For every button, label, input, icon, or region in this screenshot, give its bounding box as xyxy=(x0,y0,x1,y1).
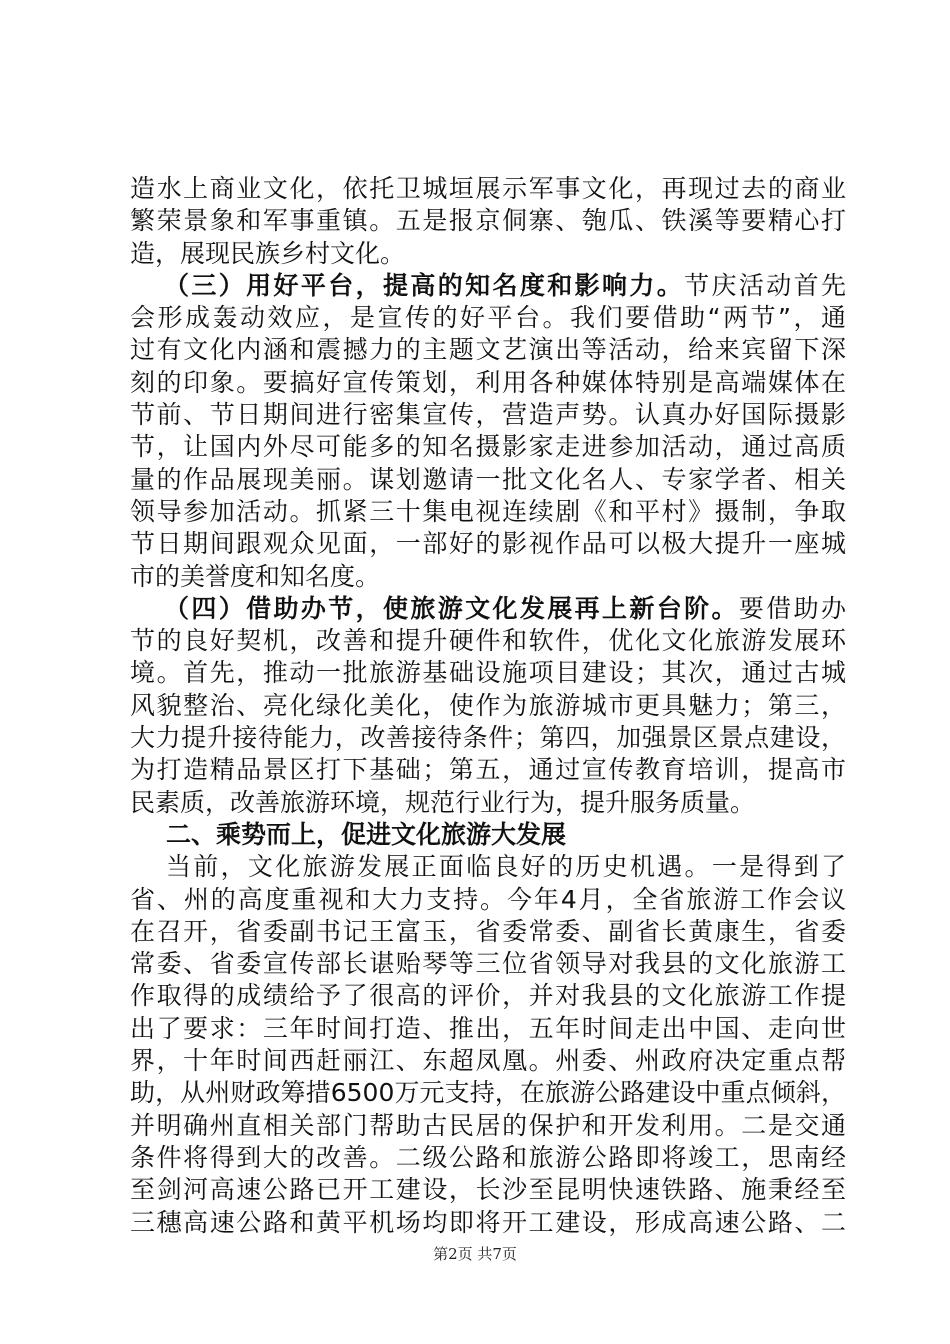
text-line xyxy=(130,625,846,657)
document-body xyxy=(130,173,846,1239)
body-text: 三穗高速公路和黄平机场均即将开工建设，形成高速公路、二 xyxy=(130,1207,846,1237)
section-heading: （四）借助办节，使旅游文化发展再上新台阶。 xyxy=(164,593,739,623)
text-line xyxy=(130,334,846,366)
text-line xyxy=(130,238,846,270)
text-line xyxy=(130,302,846,334)
body-text: 当前，文化旅游发展正面临良好的历史机遇。一是得到了 xyxy=(166,852,846,882)
body-text: 刻的印象。要搞好宣传策划，利用各种媒体特别是高端媒体在 xyxy=(130,367,846,397)
text-line xyxy=(130,980,846,1012)
body-text: 省、州的高度重视和大力支持。今年4月，全省旅游工作会议 xyxy=(130,884,846,914)
text-line xyxy=(130,464,846,496)
text-line xyxy=(130,819,846,851)
text-line xyxy=(130,916,846,948)
text-line xyxy=(130,690,846,722)
body-text: 造，展现民族乡村文化。 xyxy=(130,238,406,268)
text-line xyxy=(130,1077,846,1109)
text-line xyxy=(130,270,846,302)
body-text: 在召开，省委副书记王富玉，省委常委、副省长黄康生，省委 xyxy=(130,916,846,946)
body-text: 造水上商业文化，依托卫城垣展示军事文化，再现过去的商业 xyxy=(130,174,846,203)
body-text: 领导参加活动。抓紧三十集电视连续剧《和平村》摄制，争取 xyxy=(130,496,846,526)
text-line xyxy=(130,173,846,205)
body-text: 节前、节日期间进行密集宣传，营造声势。认真办好国际摄影 xyxy=(130,400,846,430)
body-text: 作取得的成绩给予了很高的评价，并对我县的文化旅游工作提 xyxy=(130,981,846,1011)
text-line xyxy=(130,948,846,980)
text-line xyxy=(130,1174,846,1206)
section-heading: （三）用好平台，提高的知名度和影响力。 xyxy=(164,270,685,300)
body-text: 风貌整治、亮化绿化美化，使作为旅游城市更具魅力；第三， xyxy=(130,690,846,720)
text-line xyxy=(130,1013,846,1045)
body-text: 节的良好契机，改善和提升硬件和软件，优化文化旅游发展环 xyxy=(130,626,846,656)
body-text: 量的作品展现美丽。谋划邀请一批文化名人、专家学者、相关 xyxy=(130,464,846,494)
body-text: 节，让国内外尽可能多的知名摄影家走进参加活动，通过高质 xyxy=(130,432,846,462)
body-text: 会形成轰动效应，是宣传的好平台。我们要借助“两节”，通 xyxy=(130,303,846,333)
body-text: 要借助办 xyxy=(738,593,846,623)
text-line xyxy=(130,561,846,593)
text-line xyxy=(130,1207,846,1239)
page-footer: 第2页 共7页 xyxy=(433,1245,517,1263)
text-line xyxy=(130,367,846,399)
body-text: 出了要求：三年时间打造、推出，五年时间走出中国、走向世 xyxy=(130,1013,846,1043)
body-text: 大力提升接待能力，改善接待条件；第四，加强景区景点建设， xyxy=(130,723,846,753)
body-text: 至剑河高速公路已开工建设，长沙至昆明快速铁路、施秉经至 xyxy=(130,1175,846,1205)
section-heading: 二、乘势而上，促进文化旅游大发展 xyxy=(166,819,567,849)
text-line xyxy=(130,851,846,883)
text-line xyxy=(130,722,846,754)
body-text: 民素质，改善旅游环境，规范行业行为，提升服务质量。 xyxy=(130,787,756,817)
body-text: 节日期间跟观众见面，一部好的影视作品可以极大提升一座城 xyxy=(130,529,846,559)
text-line xyxy=(130,496,846,528)
text-line xyxy=(130,593,846,625)
body-text: 市的美誉度和知名度。 xyxy=(130,561,381,591)
body-text: 条件将得到大的改善。二级公路和旅游公路即将竣工，思南经 xyxy=(130,1142,846,1172)
text-line xyxy=(130,528,846,560)
text-line xyxy=(130,431,846,463)
text-line xyxy=(130,657,846,689)
body-text: 助，从州财政筹措6500万元支持，在旅游公路建设中重点倾斜， xyxy=(130,1078,846,1108)
body-text: 为打造精品景区打下基础；第五，通过宣传教育培训，提高市 xyxy=(130,755,846,785)
text-line xyxy=(130,399,846,431)
text-line xyxy=(130,754,846,786)
body-text: 繁荣景象和军事重镇。五是报京侗寨、匏瓜、铁溪等要精心打 xyxy=(130,206,846,236)
body-text: 常委、省委宣传部长谌贻琴等三位省领导对我县的文化旅游工 xyxy=(130,949,846,979)
body-text: 过有文化内涵和震撼力的主题文艺演出等活动，给来宾留下深 xyxy=(130,335,846,365)
text-line xyxy=(130,1045,846,1077)
text-line xyxy=(130,884,846,916)
text-line xyxy=(130,787,846,819)
body-text: 境。首先，推动一批旅游基础设施项目建设；其次，通过古城 xyxy=(130,658,846,688)
body-text: 节庆活动首先 xyxy=(684,270,846,300)
body-text: 并明确州直相关部门帮助古民居的保护和开发利用。二是交通 xyxy=(130,1110,846,1140)
text-line xyxy=(130,1110,846,1142)
text-line xyxy=(130,1142,846,1174)
body-text: 界，十年时间西赶丽江、东超凤凰。州委、州政府决定重点帮 xyxy=(130,1046,846,1076)
text-line xyxy=(130,205,846,237)
